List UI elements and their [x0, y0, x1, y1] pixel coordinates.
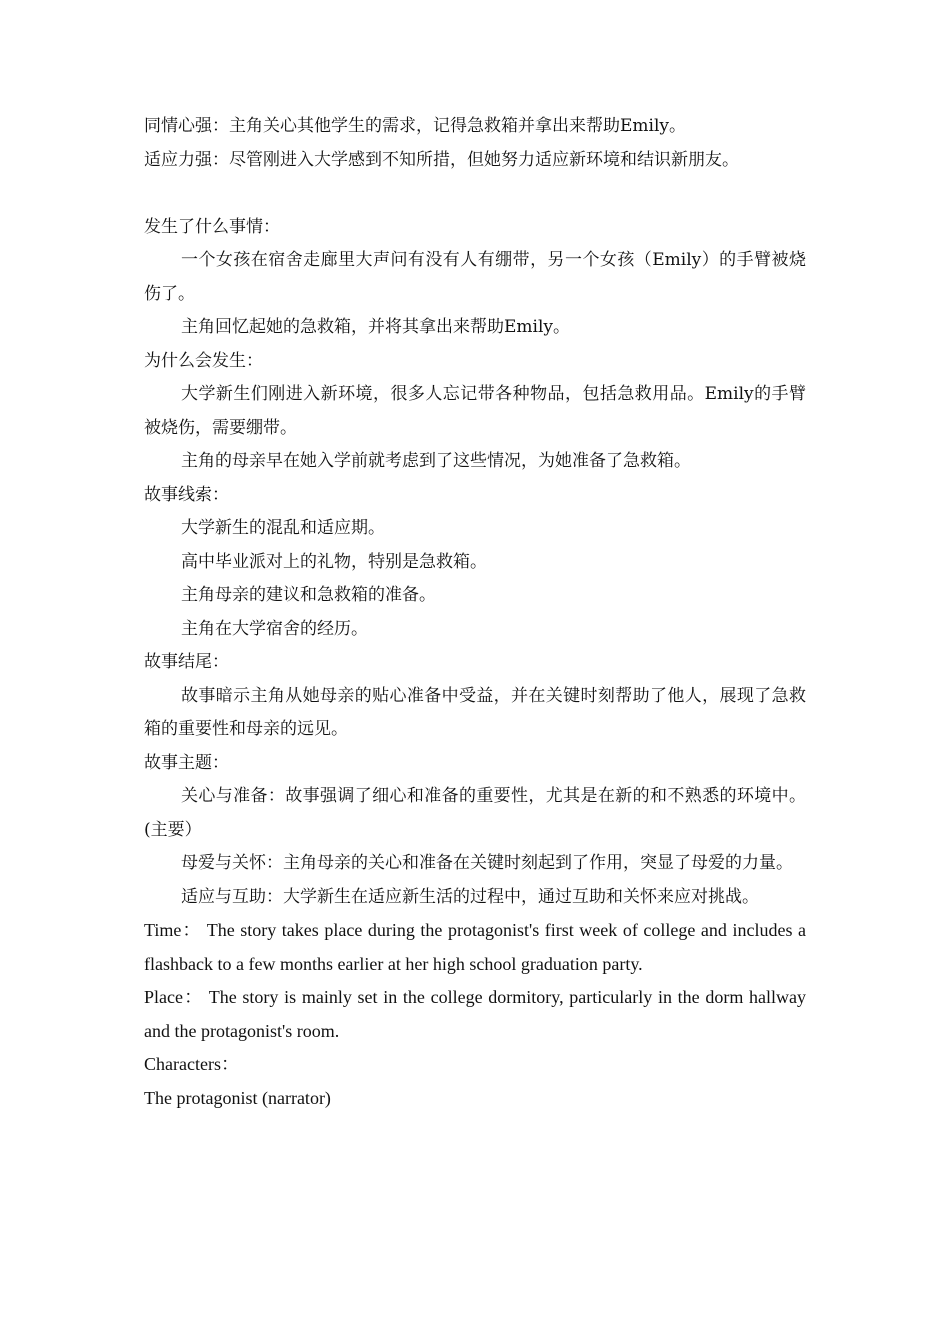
character-item: The protagonist (narrator)	[144, 1087, 331, 1108]
why-happened-item: 主角的母亲早在她入学前就考虑到了这些情况，为她准备了急救箱。	[181, 451, 691, 471]
theme-item: 关心与准备：故事强调了细心和准备的重要性，尤其是在新的和不熟悉的环境中。(主要）	[144, 786, 806, 840]
place-paragraph: Place： The story is mainly set in the college dormitory, particularly in the dorm hallway and the protagonist's room.	[144, 987, 806, 1041]
theme-item: 适应与互助：大学新生在适应新生活的过程中，通过互助和关怀来应对挑战。	[181, 886, 759, 907]
clue-item: 大学新生的混乱和适应期。	[181, 518, 385, 538]
heading-what-happened: 发生了什么事情：	[144, 216, 280, 237]
time-paragraph: Time： The story takes place during the protagonist's first week of college and includes a flashback to a few months earlier at her high school graduation party.	[144, 920, 806, 974]
characters-heading: Characters：	[144, 1054, 239, 1074]
ending-item: 故事暗示主角从她母亲的贴心准备中受益，并在关键时刻帮助了他人，展现了急救箱的重要性和母亲的远见。	[144, 685, 806, 739]
trait-compassion: 同情心强：主角关心其他学生的需求，记得急救箱并拿出来帮助Emily。	[144, 116, 687, 136]
heading-themes: 故事主题：	[144, 752, 229, 773]
why-happened-item: 大学新生们刚进入新环境，很多人忘记带各种物品，包括急救用品。Emily的手臂被烧伤，需要绷带。	[144, 384, 806, 438]
heading-clues: 故事线索：	[144, 484, 229, 505]
trait-adaptability: 适应力强：尽管刚进入大学感到不知所措，但她努力适应新环境和结识新朋友。	[144, 149, 739, 170]
heading-why-happened: 为什么会发生：	[144, 350, 263, 371]
theme-item: 母爱与关怀：主角母亲的关心和准备在关键时刻起到了作用，突显了母爱的力量。	[181, 853, 793, 873]
what-happened-item: 一个女孩在宿舍走廊里大声问有没有人有绷带，另一个女孩（Emily）的手臂被烧伤了。	[144, 250, 806, 304]
blank-line	[144, 177, 806, 211]
document-page	[144, 110, 806, 1115]
heading-ending: 故事结尾：	[144, 652, 229, 672]
clue-item: 主角母亲的建议和急救箱的准备。	[181, 585, 436, 605]
what-happened-item: 主角回忆起她的急救箱，并将其拿出来帮助Emily。	[181, 317, 571, 337]
clue-item: 高中毕业派对上的礼物，特别是急救箱。	[181, 551, 487, 572]
clue-item: 主角在大学宿舍的经历。	[181, 618, 368, 639]
